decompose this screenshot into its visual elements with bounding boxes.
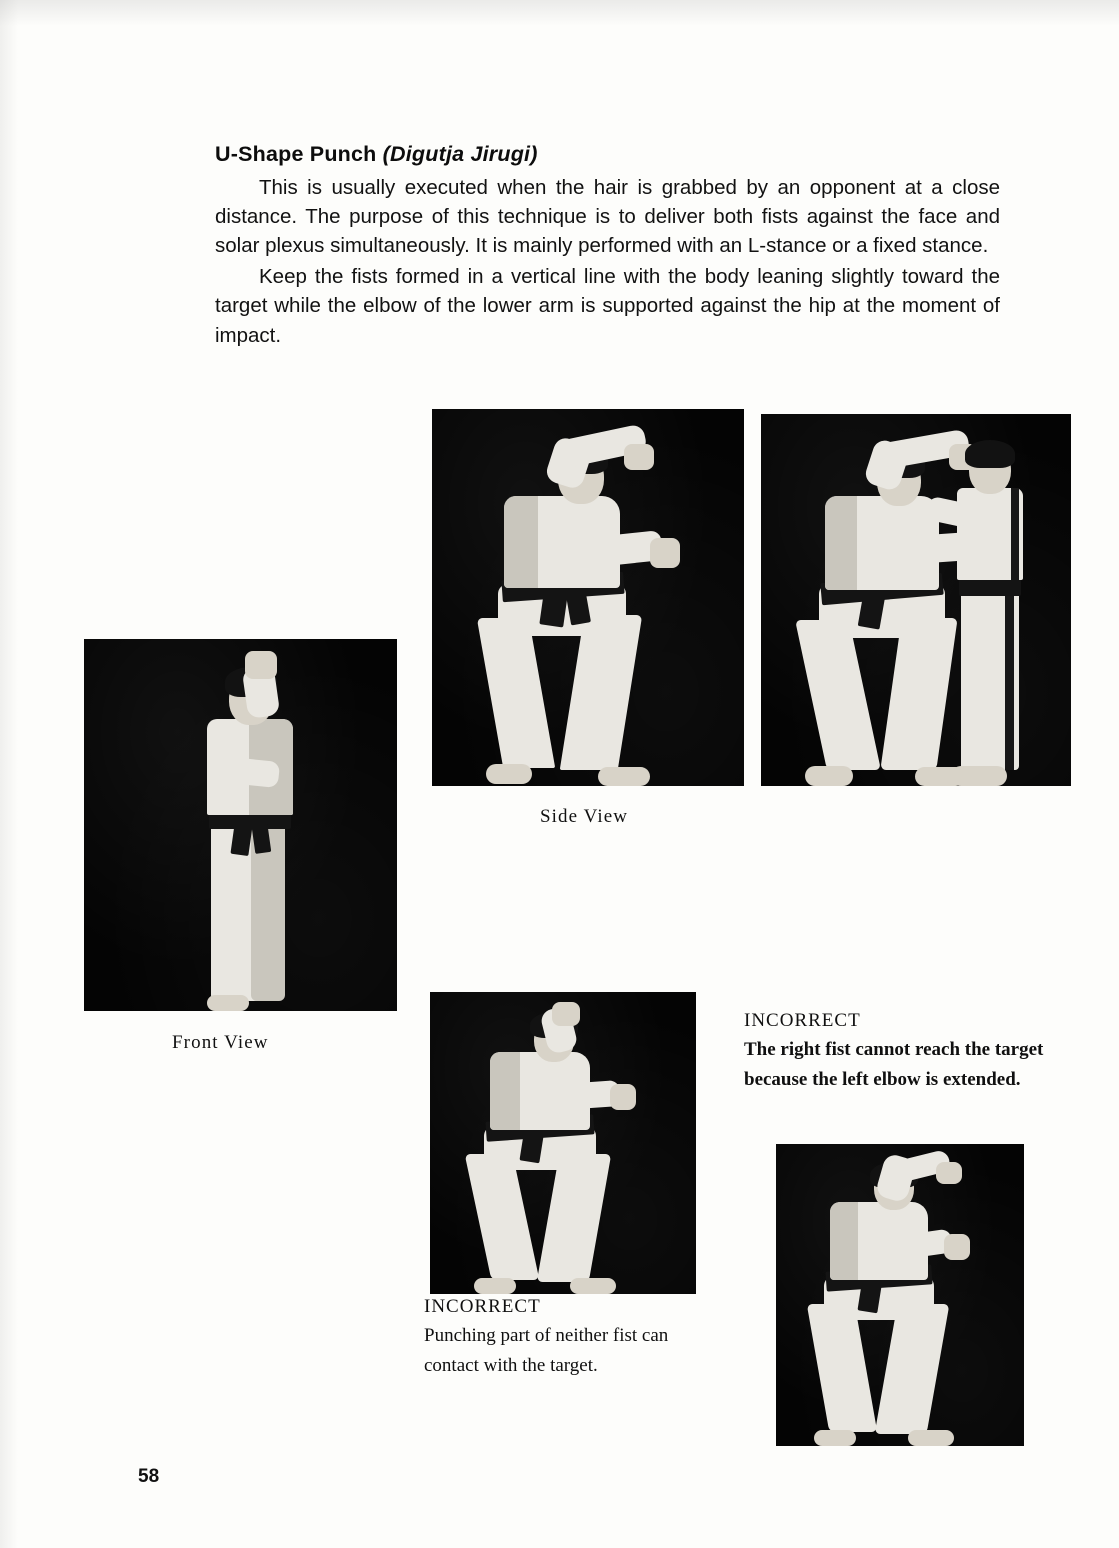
text-block	[215, 142, 1000, 352]
photo-side-view	[432, 409, 744, 786]
section-heading	[215, 142, 1000, 167]
photo-incorrect-right	[776, 1144, 1024, 1446]
scan-artifact-top	[0, 0, 1119, 26]
paragraph-1: This is usually executed when the hair is grabbed by an opponent at a close distance. The purpose of this technique is to deliver both fists against the face and solar plexus simultaneously. It is mainly performed with an L-stance or a fixed stance.	[215, 176, 1000, 258]
caption-incorrect-left	[424, 1292, 724, 1380]
page-number: 58	[138, 1466, 160, 1487]
incorrect-left-label: INCORRECT	[424, 1296, 541, 1317]
heading-korean-term: (Digutja Jirugi)	[382, 142, 538, 166]
photo-incorrect-left	[430, 992, 696, 1294]
photo-front-view	[84, 639, 397, 1011]
caption-incorrect-right	[744, 1006, 1074, 1094]
incorrect-left-text: Punching part of neither fist can contact with the target.	[424, 1325, 669, 1376]
paragraph-2: Keep the fists formed in a vertical line with the body leaning slightly toward the target while the elbow of the lower arm is supported against the hip at the moment of impact.	[215, 265, 1000, 347]
heading-title: U-Shape Punch	[215, 142, 377, 166]
caption-front-view: Front View	[172, 1032, 269, 1053]
incorrect-right-label: INCORRECT	[744, 1010, 861, 1031]
photo-application-with-partner	[761, 414, 1071, 786]
scan-artifact-left	[0, 0, 18, 1548]
incorrect-right-text: The right fist cannot reach the target because the left elbow is extended.	[744, 1039, 1044, 1090]
caption-side-view: Side View	[540, 806, 629, 827]
